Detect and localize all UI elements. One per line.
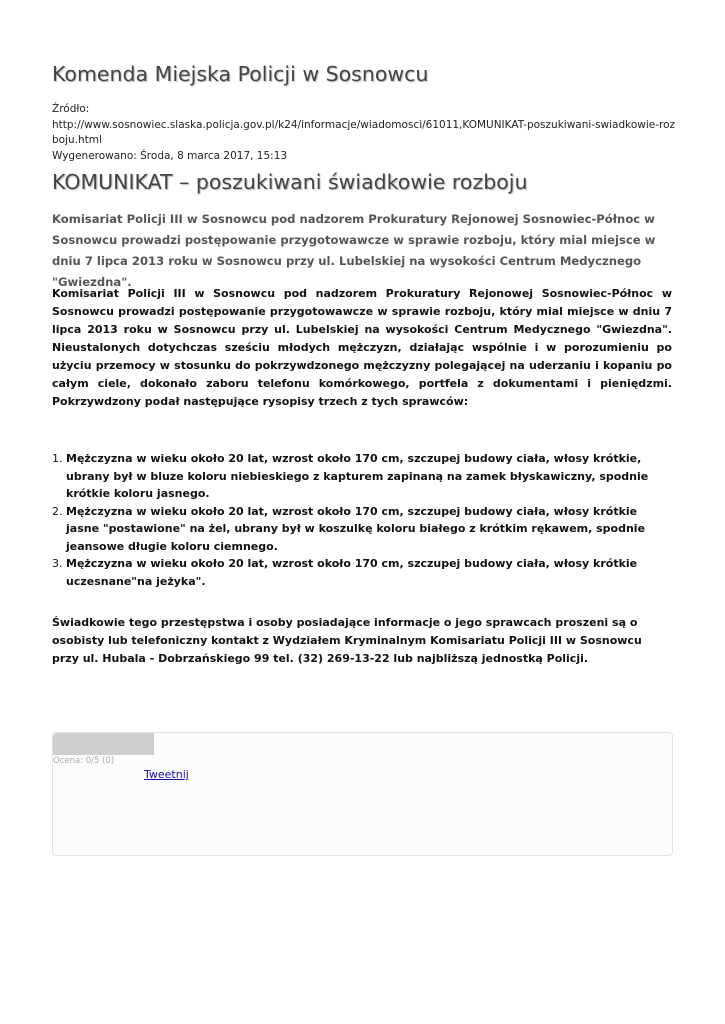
list-item-text: Mężczyzna w wieku około 20 lat, wzrost około 170 cm, szczupej budowy ciała, włosy krótkie, ubrany był w bluze koloru niebieskiego z kapturem zapinaną na zamek błyskawiczny, spodnie krótkie koloru jasnego. bbox=[66, 452, 649, 500]
suspect-descriptions-list bbox=[52, 450, 672, 590]
list-item bbox=[52, 503, 672, 556]
list-number: 3. bbox=[52, 557, 63, 570]
list-item bbox=[52, 555, 672, 590]
rating-box bbox=[52, 732, 673, 856]
tweet-link[interactable]: Tweetnij bbox=[144, 768, 189, 781]
article-body: Komisariat Policji III w Sosnowcu pod nadzorem Prokuratury Rejonowej Sosnowiec-Północ w Sosnowcu prowadzi postępowanie przygotowawcze w sprawie rozboju, który mial miejsce w dniu 7 lipca 2013 roku w Sosnowcu przy ul. Lubelskiej na wysokości Centrum Medycznego "Gwiezdna". Nieustalonych dotychczas sześciu młodych mężczyzn, działając wspólnie i w porozumieniu po użyciu przemocy w stosunku do pokrzywdzonego mężczyzny polegającej na uderzaniu i kopaniu po całym ciele, dokonało zaboru telefonu komórkowego, portfela z dokumentami i pieniędzmi. Pokrzywdzony podał następujące rysopisy trzech z tych sprawców: bbox=[52, 287, 672, 408]
article-title: KOMUNIKAT – poszukiwani świadkowie rozboju bbox=[52, 170, 528, 194]
list-item-text: Mężczyzna w wieku około 20 lat, wzrost około 170 cm, szczupej budowy ciała, włosy krótkie jasne "postawione" na żel, ubrany był w koszulkę koloru białego z krótkim rękawem, spodnie jeansowe długie koloru ciemnego. bbox=[66, 504, 646, 553]
source-label: Źródło: bbox=[52, 103, 90, 115]
list-item-text: Mężczyzna w wieku około 20 lat, wzrost około 170 cm, szczupej budowy ciała, włosy krótkie uczesnane"na jeżyka". bbox=[66, 557, 638, 588]
list-number: 2. bbox=[52, 504, 63, 518]
article-lead: Komisariat Policji III w Sosnowcu pod nadzorem Prokuratury Rejonowej Sosnowiec-Północ w Sosnowcu prowadzi postępowanie przygotowawcze w sprawie rozboju, który mial miejsce w dniu 7 lipca 2013 roku w Sosnowcu przy ul. Lubelskiej na wysokości Centrum Medycznego "Gwiezdna". bbox=[52, 212, 656, 289]
list-item bbox=[52, 450, 672, 503]
site-title: Komenda Miejska Policji w Sosnowcu bbox=[52, 62, 429, 86]
document-meta bbox=[52, 102, 677, 164]
list-number: 1. bbox=[52, 452, 63, 465]
article-closing: Świadkowie tego przestępstwa i osoby posiadające informacje o jego sprawcach proszeni są o osobisty lub telefoniczny kontakt z Wydziałem Kryminalnym Komisariatu Policji III w Sosnowcu przy ul. Hubala - Dobrzańskiego 99 tel. (32) 269-13-22 lub najbliższą jednostką Policji. bbox=[52, 616, 642, 665]
rating-stars-bar[interactable] bbox=[53, 733, 154, 755]
rating-label: Ocena: 0/5 (0) bbox=[53, 756, 115, 766]
generated-date: Wygenerowano: Środa, 8 marca 2017, 15:13 bbox=[52, 149, 288, 162]
source-url: http://www.sosnowiec.slaska.policja.gov.pl/k24/informacje/wiadomosci/61011,KOMUNIKAT-poszukiwani-swiadkowie-rozboju.html bbox=[52, 118, 676, 146]
